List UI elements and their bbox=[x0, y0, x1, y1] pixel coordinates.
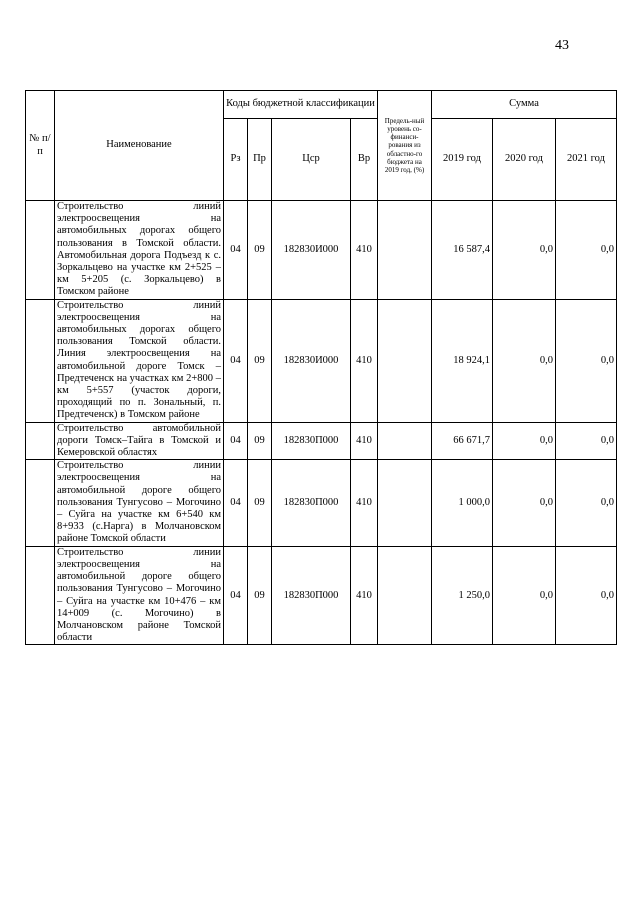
cell-2020: 0,0 bbox=[493, 546, 556, 645]
cell-2021: 0,0 bbox=[556, 546, 617, 645]
cell-num bbox=[26, 460, 55, 546]
header-rz: Рз bbox=[224, 119, 248, 201]
cell-2019: 18 924,1 bbox=[432, 299, 493, 422]
cell-vr: 410 bbox=[351, 201, 378, 300]
cell-pr: 09 bbox=[248, 422, 272, 460]
header-2020: 2020 год bbox=[493, 119, 556, 201]
cell-2019: 16 587,4 bbox=[432, 201, 493, 300]
cell-2020: 0,0 bbox=[493, 460, 556, 546]
cell-rz: 04 bbox=[224, 460, 248, 546]
cell-level bbox=[378, 422, 432, 460]
cell-vr: 410 bbox=[351, 299, 378, 422]
budget-table bbox=[25, 90, 617, 645]
header-name: Наименование bbox=[55, 91, 224, 201]
cell-rz: 04 bbox=[224, 546, 248, 645]
cell-name: Строительство линии электроосвещения на автомобильной дороге общего пользования Тунгусово – Могочино – Суйга на участке км 10+476 – км 14+009 (с. Могочино) в Молчановском районе Томской области bbox=[55, 546, 224, 645]
cell-level bbox=[378, 201, 432, 300]
cell-vr: 410 bbox=[351, 460, 378, 546]
cell-2021: 0,0 bbox=[556, 460, 617, 546]
cell-vr: 410 bbox=[351, 546, 378, 645]
header-num: № п/п bbox=[26, 91, 55, 201]
table-row bbox=[26, 546, 617, 645]
cell-2019: 1 000,0 bbox=[432, 460, 493, 546]
cell-name: Строительство линии электроосвещения на автомобильной дороге общего пользования Тунгусово – Могочино – Суйга на участке км 6+540 км 8+933 (с.Нарга) в Молчановском районе Томской области bbox=[55, 460, 224, 546]
cell-rz: 04 bbox=[224, 201, 248, 300]
header-2021: 2021 год bbox=[556, 119, 617, 201]
cell-csr: 182830П000 bbox=[272, 546, 351, 645]
cell-pr: 09 bbox=[248, 299, 272, 422]
table-row bbox=[26, 460, 617, 546]
header-pr: Пр bbox=[248, 119, 272, 201]
cell-rz: 04 bbox=[224, 422, 248, 460]
cell-num bbox=[26, 422, 55, 460]
cell-level bbox=[378, 460, 432, 546]
cell-vr: 410 bbox=[351, 422, 378, 460]
cell-level bbox=[378, 299, 432, 422]
cell-2020: 0,0 bbox=[493, 422, 556, 460]
table-row bbox=[26, 422, 617, 460]
header-csr: Цср bbox=[272, 119, 351, 201]
cell-csr: 182830И000 bbox=[272, 201, 351, 300]
cell-level bbox=[378, 546, 432, 645]
table-row bbox=[26, 299, 617, 422]
cell-num bbox=[26, 546, 55, 645]
cell-pr: 09 bbox=[248, 546, 272, 645]
cell-pr: 09 bbox=[248, 201, 272, 300]
cell-csr: 182830П000 bbox=[272, 460, 351, 546]
header-2019: 2019 год bbox=[432, 119, 493, 201]
cell-2019: 1 250,0 bbox=[432, 546, 493, 645]
cell-2021: 0,0 bbox=[556, 299, 617, 422]
cell-name: Строительство линий электроосвещения на автомобильных дорогах общего пользования в Томской области. Автомобильная дорога Подъезд к с. Зоркальцево на участке км 2+525 – км 5+205 (с. Зоркальцево) в Томском районе bbox=[55, 201, 224, 300]
page-number: 43 bbox=[555, 38, 569, 53]
cell-name: Строительство линий электроосвещения на автомобильных дорогах общего пользования Томской области. Линия электроосвещения на автомобильной дороге Томск – Предтеченск на участках км 2+800 – км 5+557 (участок дороги, проходящий по п. Зональный, п. Предтеченск) в Томском районе bbox=[55, 299, 224, 422]
cell-2020: 0,0 bbox=[493, 299, 556, 422]
header-sum-group: Сумма bbox=[432, 91, 617, 119]
cell-num bbox=[26, 201, 55, 300]
cell-2020: 0,0 bbox=[493, 201, 556, 300]
cell-pr: 09 bbox=[248, 460, 272, 546]
cell-2021: 0,0 bbox=[556, 201, 617, 300]
cell-name: Строительство автомобильной дороги Томск–Тайга в Томской и Кемеровской областях bbox=[55, 422, 224, 460]
header-vr: Вр bbox=[351, 119, 378, 201]
table-row bbox=[26, 201, 617, 300]
cell-rz: 04 bbox=[224, 299, 248, 422]
cell-csr: 182830И000 bbox=[272, 299, 351, 422]
cell-csr: 182830П000 bbox=[272, 422, 351, 460]
header-codes-group: Коды бюджетной классификации bbox=[224, 91, 378, 119]
cell-2021: 0,0 bbox=[556, 422, 617, 460]
cell-2019: 66 671,7 bbox=[432, 422, 493, 460]
header-cofinancing-level: Предель-ный уровень со-финанси-рования из областно-го бюджета на 2019 год, (%) bbox=[378, 91, 432, 201]
cell-num bbox=[26, 299, 55, 422]
